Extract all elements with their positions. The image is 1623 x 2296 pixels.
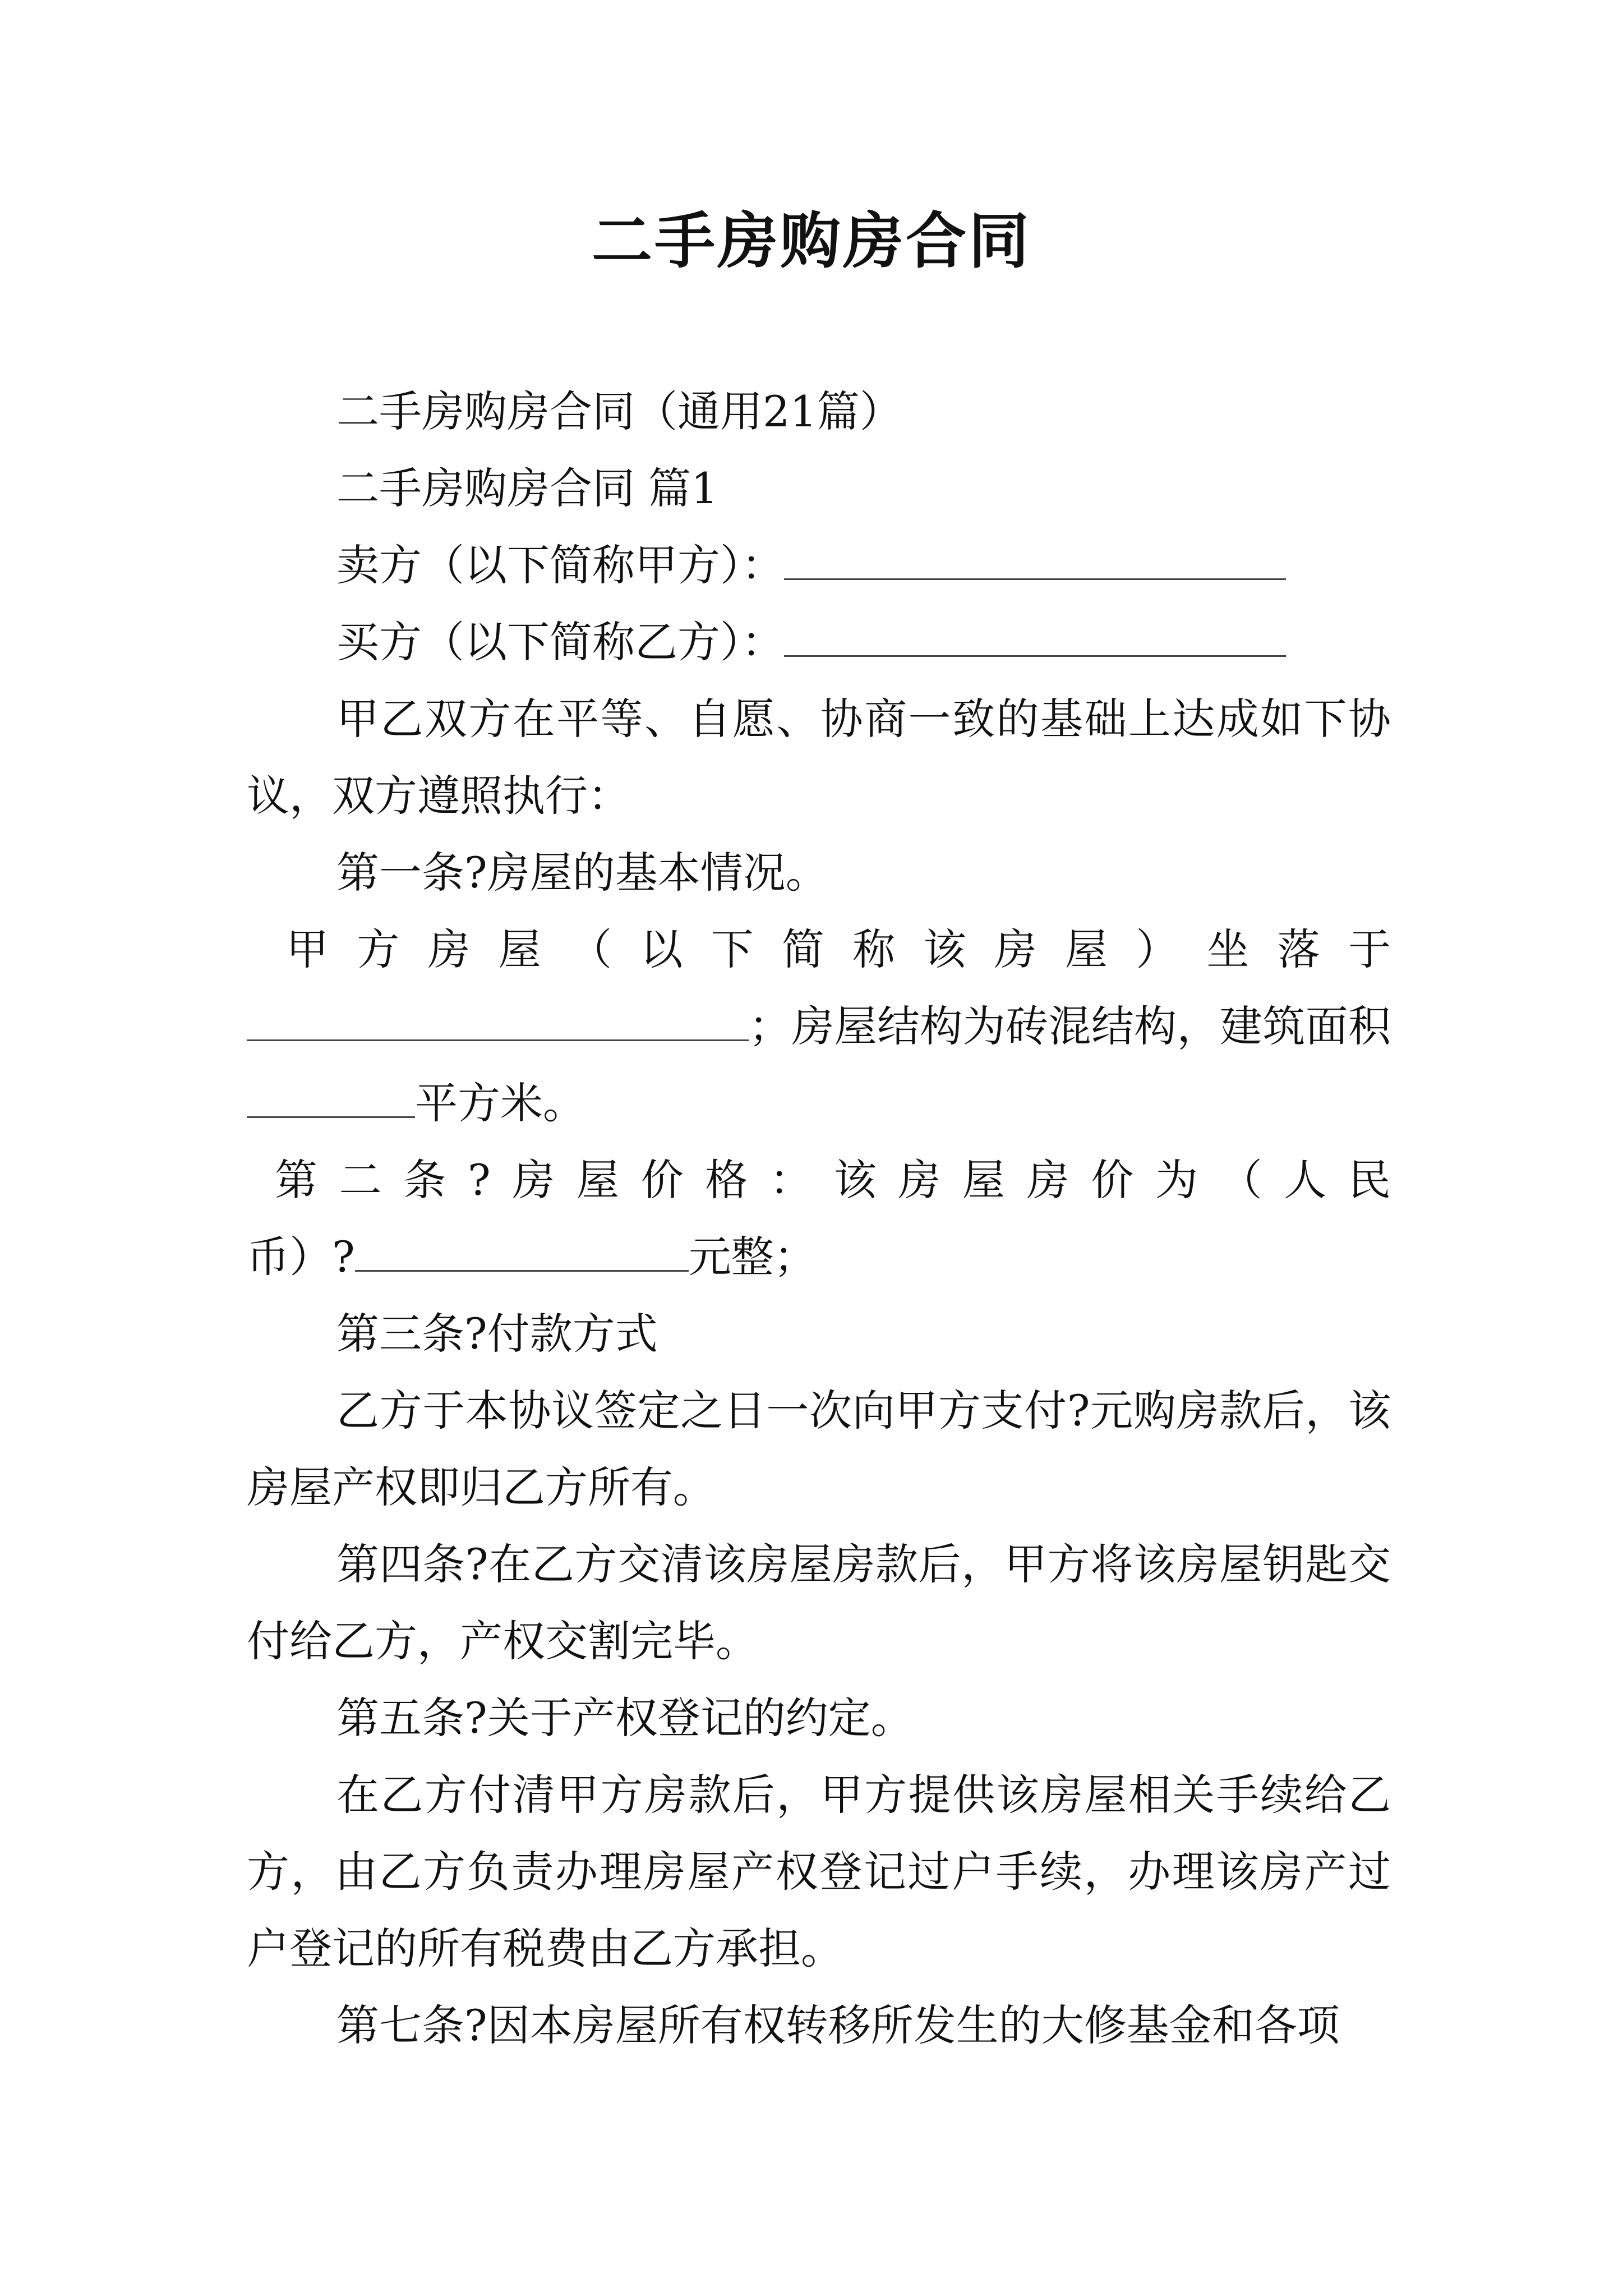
document-body	[247, 373, 1391, 2064]
paragraph-text: ；房屋结构为砖混结构，建筑面积	[749, 1001, 1391, 1051]
paragraph-text: 卖方（以下简称甲方）：	[336, 540, 784, 590]
paragraph-text: 买方（以下简称乙方）：	[336, 617, 784, 667]
paragraph-text: 二手房购房合同 篇1	[336, 463, 718, 513]
paragraph-text: 元整；	[688, 1232, 817, 1282]
paragraph-1	[247, 373, 1391, 450]
paragraph-14	[247, 1680, 1391, 1756]
paragraph-6	[247, 834, 1391, 911]
paragraph-10	[247, 1218, 1391, 1295]
paragraph-text: 平方米。	[415, 1078, 585, 1128]
paragraph-text: 甲方房屋（以下简称该房屋）坐落于	[286, 924, 1391, 974]
paragraph-text: 在乙方付清甲方房款后，甲方提供该房屋相关手续给乙方，由乙方负责办理房屋产权登记过户手续，办理该房产过户登记的所有税费由乙方承担。	[247, 1770, 1391, 1973]
paragraph-text: 二手房购房合同（通用21篇）	[336, 386, 902, 436]
paragraph-text: 第四条?在乙方交清该房屋房款后，甲方将该房屋钥匙交付给乙方，产权交割完毕。	[247, 1539, 1391, 1666]
paragraph-text: 第一条?房屋的基本情况。	[336, 848, 828, 898]
paragraph-text: 第二条?房屋价格：该房屋房价为（人民	[275, 1155, 1391, 1205]
paragraph-4	[247, 604, 1391, 680]
blank-address[interactable]	[247, 996, 749, 1041]
paragraph-text: 币）?	[247, 1232, 355, 1282]
paragraph-text: 甲乙双方在平等、自愿、协商一致的基础上达成如下协议，双方遵照执行：	[247, 694, 1391, 821]
paragraph-7	[247, 911, 1391, 988]
document-title: 二手房购房合同	[591, 206, 1031, 277]
paragraph-text: 乙方于本协议签定之日一次向甲方支付?元购房款后，该房屋产权即归乙方所有。	[247, 1386, 1391, 1512]
blank-area[interactable]	[247, 1073, 415, 1118]
blank-seller_name[interactable]	[784, 535, 1286, 580]
paragraph-11	[247, 1295, 1391, 1372]
blank-buyer_name[interactable]	[784, 611, 1286, 657]
paragraph-12	[247, 1372, 1391, 1526]
paragraph-2	[247, 450, 1391, 527]
blank-price[interactable]	[355, 1226, 689, 1272]
paragraph-8	[247, 988, 1391, 1142]
paragraph-15	[247, 1756, 1391, 1987]
paragraph-9	[247, 1142, 1391, 1218]
paragraph-3	[247, 527, 1391, 604]
paragraph-13	[247, 1526, 1391, 1680]
paragraph-text: 第五条?关于产权登记的约定。	[336, 1693, 914, 1743]
paragraph-text: 第七条?因本房屋所有权转移所发生的大修基金和各项	[336, 2000, 1340, 2050]
paragraph-5	[247, 680, 1391, 834]
paragraph-16	[247, 1987, 1391, 2064]
paragraph-text: 第三条?付款方式	[336, 1309, 658, 1359]
